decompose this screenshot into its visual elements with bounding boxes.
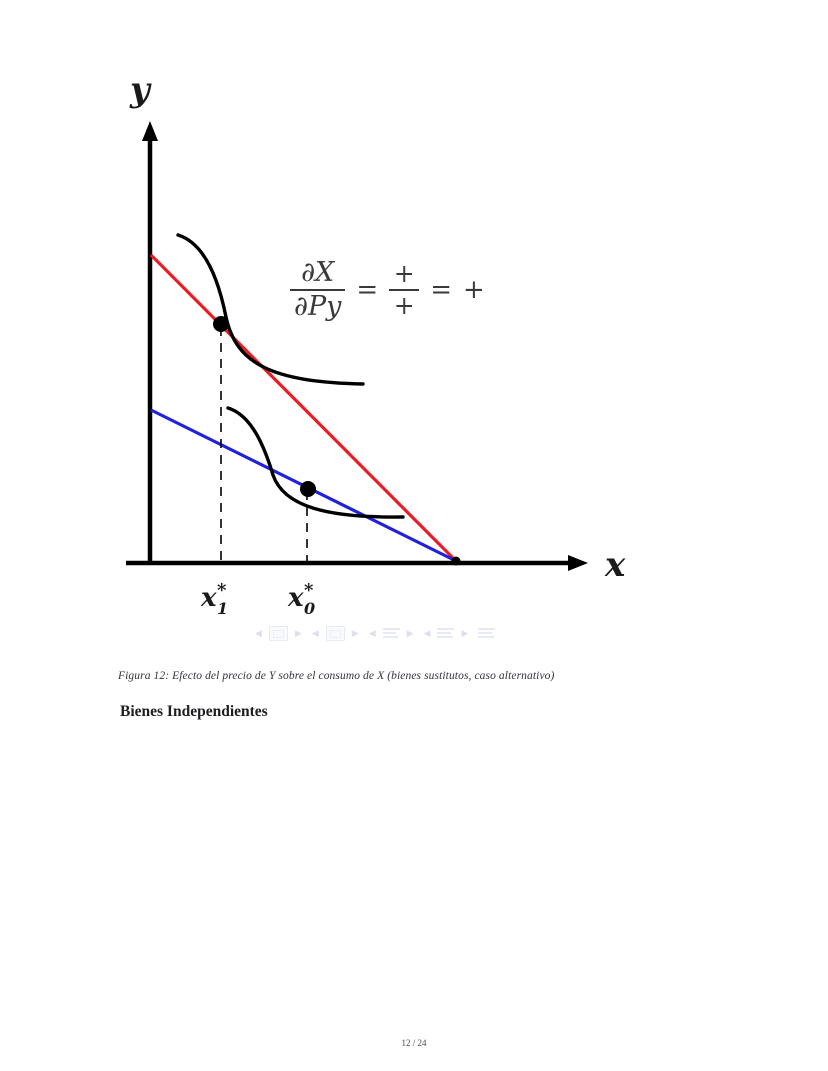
tick-label-x1: x (201, 583, 217, 613)
toolbar-group-2 (312, 626, 359, 641)
prev-arrow-icon[interactable]: ◀ (311, 627, 319, 638)
y-axis-arrow (142, 121, 158, 141)
prev-arrow-icon[interactable]: ◀ (255, 627, 262, 638)
prev-arrow-icon[interactable]: ◀ (368, 627, 376, 638)
window-icon[interactable] (269, 626, 288, 641)
panel-icon[interactable] (326, 626, 345, 641)
signs-denominator: + (393, 291, 415, 320)
list-icon[interactable] (478, 627, 495, 640)
toolbar-group-1 (255, 626, 302, 641)
list-icon[interactable] (383, 627, 400, 640)
fraction-numerator: ∂X (301, 256, 335, 288)
figure-chart (118, 55, 678, 625)
tick-label-x1-star: * (217, 580, 227, 601)
page-number: 12 / 24 (401, 1038, 427, 1048)
x-axis-label: x (605, 545, 626, 585)
fraction-signs (389, 261, 419, 319)
signs-numerator: + (393, 259, 415, 288)
tick-label-x0-star: * (304, 580, 314, 601)
figure-caption: Figura 12: Efecto del precio de Y sobre el consumo de X (bienes sustitutos, caso alternativo) (118, 670, 555, 682)
fraction-denominator: ∂Py (294, 291, 342, 322)
formula-result: + (462, 275, 485, 305)
toolbar-group-3 (369, 627, 414, 640)
chart-svg (118, 55, 678, 625)
equals-sign-2: = (430, 275, 452, 305)
budget-intersection-point (452, 557, 461, 566)
toolbar-group-5 (478, 627, 495, 640)
tick-label-x1-sub: 1 (217, 599, 229, 618)
fraction-partial-derivative (290, 256, 345, 322)
next-arrow-icon[interactable]: ▶ (461, 627, 469, 638)
toolbar-group-4 (424, 627, 469, 640)
prev-arrow-icon[interactable]: ◀ (423, 627, 431, 638)
y-axis-label: y (130, 70, 150, 110)
ghost-toolbar (255, 622, 665, 644)
equilibrium-point-0 (300, 481, 316, 497)
next-arrow-icon[interactable]: ▶ (294, 627, 302, 638)
section-heading: Bienes Independientes (120, 703, 268, 720)
next-arrow-icon[interactable]: ▶ (406, 627, 414, 638)
tick-label-x0: x (288, 583, 304, 613)
x-axis-arrow (568, 555, 588, 571)
tick-label-x0-sub: 0 (304, 599, 316, 618)
formula-derivative (290, 258, 560, 322)
next-arrow-icon[interactable]: ▶ (351, 627, 359, 638)
equilibrium-point-1 (213, 316, 229, 332)
equals-sign-1: = (356, 275, 379, 305)
list-icon[interactable] (437, 627, 454, 640)
